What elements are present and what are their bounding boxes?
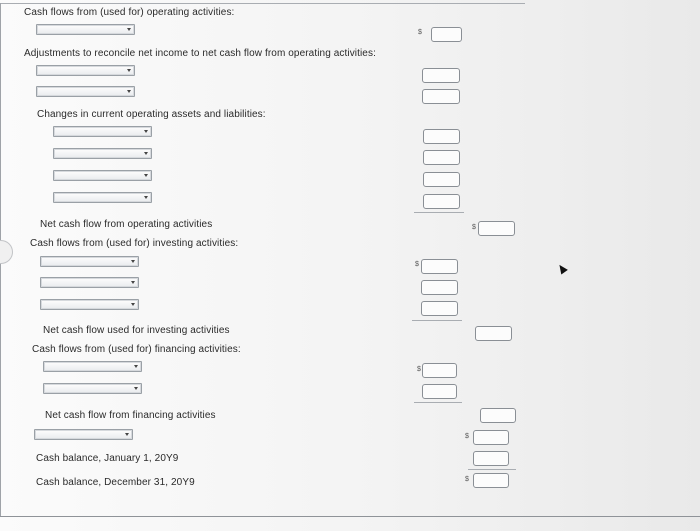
chevron-down-icon bbox=[144, 196, 148, 199]
subtotal-rule-operating bbox=[414, 212, 464, 213]
change-select-3[interactable] bbox=[53, 170, 152, 181]
investing-select-1[interactable] bbox=[40, 256, 139, 267]
net-operating-amount[interactable] bbox=[478, 221, 515, 236]
financing-activities-header: Cash flows from (used for) financing activities: bbox=[32, 344, 241, 355]
adjustment-select-2[interactable] bbox=[36, 86, 135, 97]
adjustment-select-1[interactable] bbox=[36, 65, 135, 76]
change-amount-2[interactable] bbox=[423, 150, 460, 165]
change-select-4[interactable] bbox=[53, 192, 152, 203]
financing-select-1[interactable] bbox=[43, 361, 142, 372]
change-amount-4[interactable] bbox=[423, 194, 460, 209]
chevron-down-icon bbox=[131, 281, 135, 284]
chevron-down-icon bbox=[134, 387, 138, 390]
chevron-down-icon bbox=[127, 90, 131, 93]
net-financing-label: Net cash flow from financing activities bbox=[45, 410, 216, 421]
cash-change-amount[interactable] bbox=[473, 430, 509, 445]
financing-amount-2[interactable] bbox=[422, 384, 457, 399]
left-edge-handle bbox=[0, 240, 13, 264]
change-select-1[interactable] bbox=[53, 126, 152, 137]
financing-amount-1[interactable] bbox=[422, 363, 457, 378]
chevron-down-icon bbox=[144, 152, 148, 155]
investing-amount-3[interactable] bbox=[421, 301, 458, 316]
chevron-down-icon bbox=[131, 303, 135, 306]
chevron-down-icon bbox=[144, 130, 148, 133]
net-investing-label: Net cash flow used for investing activities bbox=[43, 325, 230, 336]
change-amount-1[interactable] bbox=[423, 129, 460, 144]
operating-activities-header: Cash flows from (used for) operating activities: bbox=[24, 7, 235, 18]
cash-change-select[interactable] bbox=[34, 429, 133, 440]
chevron-down-icon bbox=[127, 28, 131, 31]
chevron-down-icon bbox=[134, 365, 138, 368]
investing-select-3[interactable] bbox=[40, 299, 139, 310]
dollar-sign: $ bbox=[418, 29, 422, 36]
chevron-down-icon bbox=[131, 260, 135, 263]
dollar-sign: $ bbox=[472, 224, 476, 231]
chevron-down-icon bbox=[125, 433, 129, 436]
change-amount-3[interactable] bbox=[423, 172, 460, 187]
net-financing-amount[interactable] bbox=[480, 408, 516, 423]
bottom-rule bbox=[0, 516, 700, 517]
mouse-pointer-icon bbox=[556, 263, 568, 275]
changes-header: Changes in current operating assets and liabilities: bbox=[37, 109, 266, 120]
total-rule bbox=[468, 469, 516, 470]
operating-item-select[interactable] bbox=[36, 24, 135, 35]
top-rule bbox=[0, 3, 525, 4]
change-select-2[interactable] bbox=[53, 148, 152, 159]
cash-balance-end-amount[interactable] bbox=[473, 473, 509, 488]
investing-amount-2[interactable] bbox=[421, 280, 458, 295]
cash-balance-begin-amount[interactable] bbox=[473, 451, 509, 466]
investing-select-2[interactable] bbox=[40, 277, 139, 288]
adjustments-header: Adjustments to reconcile net income to net cash flow from operating activities: bbox=[24, 48, 376, 59]
financing-select-2[interactable] bbox=[43, 383, 142, 394]
operating-item-amount[interactable] bbox=[431, 27, 462, 42]
dollar-sign: $ bbox=[465, 433, 469, 440]
net-operating-label: Net cash flow from operating activities bbox=[40, 219, 213, 230]
cash-balance-begin-label: Cash balance, January 1, 20Y9 bbox=[36, 453, 179, 464]
investing-activities-header: Cash flows from (used for) investing activities: bbox=[30, 238, 239, 249]
chevron-down-icon bbox=[127, 69, 131, 72]
adjustment-amount-2[interactable] bbox=[422, 89, 460, 104]
chevron-down-icon bbox=[144, 174, 148, 177]
net-investing-amount[interactable] bbox=[475, 326, 512, 341]
investing-amount-1[interactable] bbox=[421, 259, 458, 274]
adjustment-amount-1[interactable] bbox=[422, 68, 460, 83]
cash-balance-end-label: Cash balance, December 31, 20Y9 bbox=[36, 477, 195, 488]
dollar-sign: $ bbox=[465, 476, 469, 483]
dollar-sign: $ bbox=[415, 261, 419, 268]
dollar-sign: $ bbox=[417, 366, 421, 373]
subtotal-rule-investing bbox=[412, 320, 462, 321]
subtotal-rule-financing bbox=[414, 402, 462, 403]
